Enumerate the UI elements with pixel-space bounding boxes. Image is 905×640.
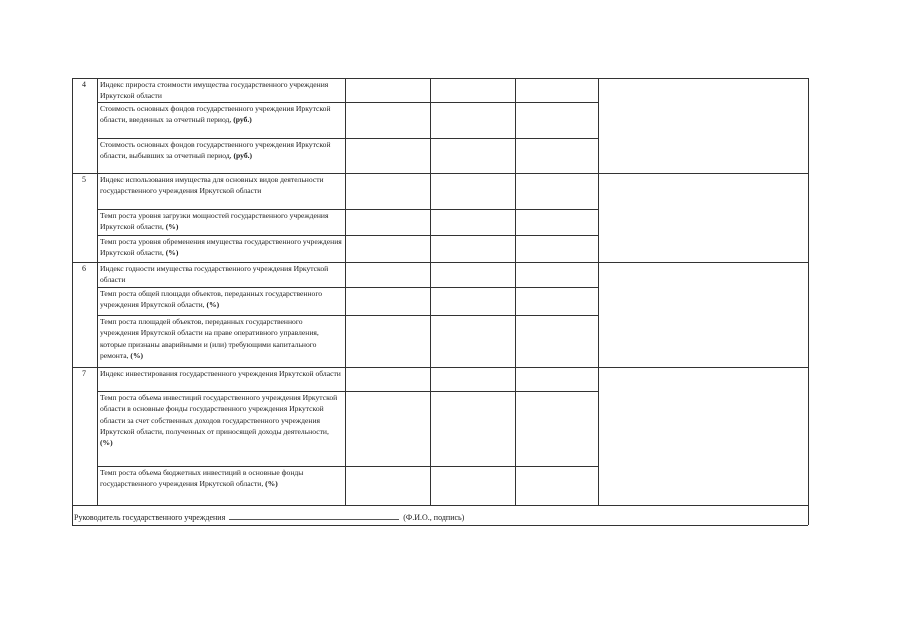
indicator-description: [100, 236, 342, 259]
indicator-text: Стоимость основных фондов государственного учреждения Иркутской области, выбывших за отчетный период,: [100, 140, 331, 161]
indicator-text: Темп роста уровня загрузки мощностей государственного учреждения Иркутской области,: [100, 211, 329, 232]
indicator-text: Темп роста общей площади объектов, переданных государственного учреждения Иркутской области,: [100, 289, 323, 310]
indicator-description: [100, 392, 342, 448]
signature-underline: [229, 511, 399, 520]
indicator-text: Индекс годности имущества государственного учреждения Иркутской области: [100, 264, 329, 285]
row-number: 5: [82, 175, 86, 184]
indicator-text: Темп роста уровня обременения имущества государственного учреждения Иркутской области,: [100, 237, 342, 258]
value-column-border-1: [430, 78, 431, 505]
indicator-text: Темп роста объема инвестиций государственного учреждения Иркутской области в основные фонды государственного учреждения Иркутской области за счет собственных доходов государственного учреждения Иркутской области, полученных от приносящей доходы деятельности,: [100, 393, 338, 436]
table-right-border: [808, 78, 809, 525]
value-column-border-3: [598, 78, 599, 505]
desc-column-border: [345, 78, 346, 505]
row-number: 4: [82, 80, 86, 89]
indicator-text: Индекс использования имущества для основных видов деятельности государственного учреждения Иркутской области: [100, 175, 324, 196]
value-column-border-2: [515, 78, 516, 505]
indicator-description: [100, 316, 342, 361]
indicator-text: Индекс инвестирования государственного учреждения Иркутской области: [100, 369, 341, 378]
unit-label: (%): [165, 248, 179, 258]
indicator-description: [100, 368, 342, 379]
table-bottom-border: [72, 525, 808, 526]
unit-label: (%): [130, 350, 144, 360]
indicator-description: [100, 103, 342, 126]
row-number: 7: [82, 369, 86, 378]
indicator-description: [100, 263, 342, 286]
indicator-text: Темп роста площадей объектов, переданных государственного учреждения Иркутской области на праве оперативного управления, которые признаны аварийными и (или) требующими капитального ремонта,: [100, 317, 319, 360]
unit-label: (руб.): [233, 151, 253, 161]
unit-label: (руб.): [233, 115, 252, 125]
indicator-description: [100, 139, 342, 162]
num-column-border: [97, 78, 98, 505]
signature-hint: (Ф.И.О., подпись): [403, 513, 465, 522]
indicator-text: Индекс прироста стоимости имущества государственного учреждения Иркутской области: [100, 80, 329, 101]
unit-label: (%): [265, 479, 278, 489]
indicator-description: [100, 174, 342, 197]
signature-line: [74, 511, 464, 522]
indicator-description: [100, 288, 342, 311]
indicator-description: [100, 210, 342, 233]
row-number: 6: [82, 264, 86, 273]
indicator-description: [100, 467, 342, 490]
table-left-border: [72, 78, 73, 525]
indicator-description: [100, 79, 342, 102]
unit-label: (%): [165, 222, 179, 232]
indicator-text: Темп роста объема бюджетных инвестиций в основные фонды государственного учреждения Иркутской области,: [100, 468, 304, 489]
table-last-row-border: [72, 505, 808, 506]
unit-label: (%): [100, 438, 113, 448]
unit-label: (%): [206, 300, 220, 310]
indicator-text: Стоимость основных фондов государственного учреждения Иркутской области, введенных за отчетный период,: [100, 104, 331, 125]
signature-label: Руководитель государственного учреждения: [74, 513, 226, 522]
